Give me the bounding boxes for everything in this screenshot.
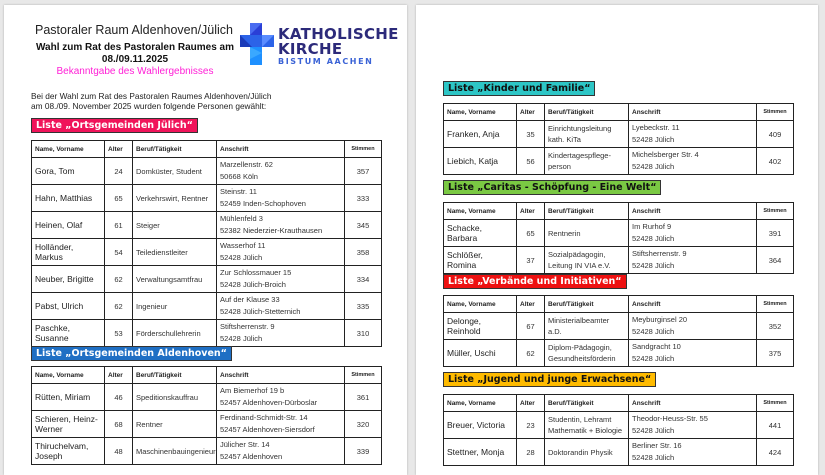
candidate-name: Heinen, Olaf: [32, 212, 105, 239]
address-street: Auf der Klause 33: [220, 295, 280, 304]
logo-line-1: KATHOLISCHE: [278, 25, 399, 43]
candidate-occupation: Einrichtungsleitung kath. KiTa: [545, 121, 629, 148]
address-city: 52459 Inden-Schophoven: [220, 199, 306, 208]
candidate-name: Schieren, Heinz-Werner: [32, 411, 105, 438]
table-header-row: [32, 367, 382, 384]
address-city: 52457 Aldenhoven-Siersdorf: [220, 425, 315, 434]
candidate-address: [629, 220, 757, 247]
candidate-name: Breuer, Victoria: [444, 412, 517, 439]
candidate-address: [217, 239, 345, 266]
address-street: Im Rurhof 9: [632, 222, 672, 231]
candidate-occupation: Teiledienstleiter: [133, 239, 217, 266]
candidate-occupation: Steiger: [133, 212, 217, 239]
candidate-age: 62: [105, 266, 133, 293]
candidate-age: 23: [517, 412, 545, 439]
candidate-occupation: Studentin, Lehramt Mathematik + Biologie: [545, 412, 629, 439]
announcement-text: Bekanntgabe des Wahlergebnisses: [56, 66, 214, 77]
candidate-address: [217, 438, 345, 465]
column-header-address: Anschrift: [629, 296, 757, 313]
candidate-address: [629, 412, 757, 439]
candidate-votes: 333: [345, 185, 382, 212]
candidate-occupation: Ingenieur: [133, 293, 217, 320]
address-city: 52457 Aldenhoven: [220, 452, 283, 461]
candidate-age: 65: [105, 185, 133, 212]
candidate-votes: 334: [345, 266, 382, 293]
address-street: Am Biemerhof 19 b: [220, 386, 285, 395]
table-row: [32, 411, 382, 438]
candidate-address: [629, 121, 757, 148]
address-city: 52428 Jülich-Stetternich: [220, 307, 301, 316]
candidate-name: Pabst, Ulrich: [32, 293, 105, 320]
column-header-address: Anschrift: [629, 395, 757, 412]
candidate-votes: 361: [345, 384, 382, 411]
table-header-row: [444, 395, 794, 412]
table-row: [32, 239, 382, 266]
column-header-address: Anschrift: [629, 104, 757, 121]
address-street: Sandgracht 10: [632, 342, 681, 351]
results-table-verbaende: [443, 295, 794, 367]
table-header-row: [444, 104, 794, 121]
address-street: Ferdinand-Schmidt-Str. 14: [220, 413, 308, 422]
candidate-votes: 339: [345, 438, 382, 465]
candidate-address: [629, 247, 757, 274]
candidate-age: 56: [517, 148, 545, 175]
candidate-age: 62: [517, 340, 545, 367]
candidate-votes: 320: [345, 411, 382, 438]
candidate-address: [217, 212, 345, 239]
candidate-votes: 424: [757, 439, 794, 466]
candidate-age: 62: [105, 293, 133, 320]
intro-line-1: Bei der Wahl zum Rat des Pastoralen Raumes Aldenhoven/Jülich: [31, 91, 272, 101]
table-row: [444, 340, 794, 367]
subtitle-line-2: 08./09.11.2025: [101, 54, 169, 65]
candidate-name: Hahn, Matthias: [32, 185, 105, 212]
list-label-ortsgemeinden-aldenhoven: Liste „Ortsgemeinden Aldenhoven“: [31, 346, 232, 361]
candidate-occupation: Verwaltungsamtfrau: [133, 266, 217, 293]
candidate-votes: 375: [757, 340, 794, 367]
column-header-name: Name, Vorname: [32, 367, 105, 384]
address-street: Theodor-Heuss-Str. 55: [632, 414, 708, 423]
candidate-name: Delonge, Reinhold: [444, 313, 517, 340]
column-header-name: Name, Vorname: [444, 203, 517, 220]
intro-line-2: am 08./09. November 2025 wurden folgende Personen gewählt:: [31, 101, 267, 111]
candidate-name: Schacke, Barbara: [444, 220, 517, 247]
table-row: [444, 439, 794, 466]
column-header-address: Anschrift: [217, 141, 345, 158]
katholische-kirche-logo: [240, 23, 399, 66]
table-row: [32, 266, 382, 293]
table-header-row: [444, 296, 794, 313]
column-header-job: Beruf/Tätigkeit: [133, 367, 217, 384]
candidate-votes: 391: [757, 220, 794, 247]
candidate-address: [629, 439, 757, 466]
candidate-occupation: Förderschullehrerin: [133, 320, 217, 347]
address-city: 52382 Niederzier-Krauthausen: [220, 226, 323, 235]
results-table-caritas: [443, 202, 794, 274]
column-header-job: Beruf/Tätigkeit: [545, 203, 629, 220]
candidate-occupation: Sozialpädagogin, Leitung IN VIA e.V.: [545, 247, 629, 274]
address-city: 50668 Köln: [220, 172, 258, 181]
address-city: 52428 Jülich: [632, 327, 675, 336]
candidate-occupation: Speditionskauffrau: [133, 384, 217, 411]
candidate-age: 61: [105, 212, 133, 239]
cross-logo-icon: [240, 23, 276, 65]
subtitle-line-1: Wahl zum Rat des Pastoralen Raumes am: [35, 42, 235, 53]
list-label-caritas: Liste „Caritas - Schöpfung - Eine Welt“: [443, 180, 661, 195]
candidate-address: [217, 185, 345, 212]
results-table-jugend: [443, 394, 794, 466]
table-row: [32, 185, 382, 212]
candidate-name: Müller, Uschi: [444, 340, 517, 367]
candidate-votes: 352: [757, 313, 794, 340]
candidate-name: Stettner, Monja: [444, 439, 517, 466]
candidate-occupation: Maschinenbauingenieur: [133, 438, 217, 465]
candidate-votes: 357: [345, 158, 382, 185]
address-city: 52428 Jülich: [632, 426, 675, 435]
address-city: 52428 Jülich: [632, 234, 675, 243]
address-city: 52428 Jülich: [632, 354, 675, 363]
candidate-occupation: Doktorandin Physik: [545, 439, 629, 466]
address-city: 52428 Jülich: [632, 453, 675, 462]
column-header-job: Beruf/Tätigkeit: [545, 104, 629, 121]
column-header-age: Alter: [517, 203, 545, 220]
column-header-name: Name, Vorname: [444, 104, 517, 121]
column-header-age: Alter: [105, 141, 133, 158]
candidate-age: 67: [517, 313, 545, 340]
table-row: [444, 247, 794, 274]
table-row: [32, 384, 382, 411]
column-header-votes: Stimmen: [345, 367, 382, 384]
candidate-name: Liebich, Katja: [444, 148, 517, 175]
column-header-job: Beruf/Tätigkeit: [133, 141, 217, 158]
address-street: Berliner Str. 16: [632, 441, 682, 450]
candidate-occupation: Domküster, Student: [133, 158, 217, 185]
logo-wordmark: [278, 27, 399, 57]
table-row: [32, 158, 382, 185]
candidate-age: 65: [517, 220, 545, 247]
list-label-verbaende: Liste „Verbände und Initiativen“: [443, 274, 627, 289]
table-row: [444, 148, 794, 175]
column-header-age: Alter: [517, 296, 545, 313]
column-header-name: Name, Vorname: [444, 296, 517, 313]
address-street: Zur Schlossmauer 15: [220, 268, 292, 277]
candidate-age: 46: [105, 384, 133, 411]
address-city: 52428 Jülich-Broich: [220, 280, 286, 289]
address-street: Stiftsherrenstr. 9: [220, 322, 275, 331]
logo-diocese: BISTUM AACHEN: [278, 57, 374, 66]
candidate-address: [217, 158, 345, 185]
table-row: [444, 220, 794, 247]
candidate-name: Paschke, Susanne: [32, 320, 105, 347]
candidate-age: 48: [105, 438, 133, 465]
candidate-name: Neuber, Brigitte: [32, 266, 105, 293]
candidate-occupation: Ministerialbeamter a.D.: [545, 313, 629, 340]
table-row: [444, 121, 794, 148]
candidate-votes: 345: [345, 212, 382, 239]
candidate-votes: 402: [757, 148, 794, 175]
candidate-address: [629, 148, 757, 175]
candidate-votes: 310: [345, 320, 382, 347]
candidate-address: [217, 320, 345, 347]
list-label-ortsgemeinden-julich: Liste „Ortsgemeinden Jülich“: [31, 118, 198, 133]
table-row: [32, 320, 382, 347]
column-header-job: Beruf/Tätigkeit: [545, 296, 629, 313]
candidate-age: 28: [517, 439, 545, 466]
address-street: Stiftsherrenstr. 9: [632, 249, 687, 258]
table-row: [444, 313, 794, 340]
intro-paragraph: [31, 91, 271, 111]
address-street: Mühlenfeld 3: [220, 214, 263, 223]
candidate-name: Rütten, Miriam: [32, 384, 105, 411]
address-street: Wasserhof 11: [220, 241, 266, 250]
column-header-address: Anschrift: [217, 367, 345, 384]
candidate-address: [217, 266, 345, 293]
candidate-age: 24: [105, 158, 133, 185]
candidate-occupation: Kindertagespflege-person: [545, 148, 629, 175]
address-street: Lyebeckstr. 11: [632, 123, 680, 132]
candidate-votes: 364: [757, 247, 794, 274]
column-header-name: Name, Vorname: [444, 395, 517, 412]
candidate-name: Holländer, Markus: [32, 239, 105, 266]
table-row: [32, 293, 382, 320]
column-header-votes: Stimmen: [345, 141, 382, 158]
column-header-age: Alter: [517, 104, 545, 121]
column-header-votes: Stimmen: [757, 395, 794, 412]
candidate-occupation: Rentnerin: [545, 220, 629, 247]
table-header-row: [32, 141, 382, 158]
address-city: 52428 Jülich: [220, 334, 263, 343]
results-table-kinder: [443, 103, 794, 175]
address-city: 52428 Jülich: [632, 261, 675, 270]
results-table-julich: [31, 140, 382, 347]
candidate-age: 37: [517, 247, 545, 274]
candidate-votes: 409: [757, 121, 794, 148]
candidate-occupation: Diplom-Pädagogin, Gesundheitsförderin: [545, 340, 629, 367]
candidate-votes: 358: [345, 239, 382, 266]
address-street: Marzellenstr. 62: [220, 160, 273, 169]
results-table-aldenhoven: [31, 366, 382, 465]
column-header-age: Alter: [105, 367, 133, 384]
column-header-address: Anschrift: [629, 203, 757, 220]
candidate-name: Gora, Tom: [32, 158, 105, 185]
candidate-votes: 441: [757, 412, 794, 439]
table-row: [444, 412, 794, 439]
candidate-address: [629, 313, 757, 340]
list-label-kinder-familie: Liste „Kinder und Familie“: [443, 81, 595, 96]
address-city: 52428 Jülich: [632, 135, 675, 144]
column-header-votes: Stimmen: [757, 296, 794, 313]
candidate-address: [629, 340, 757, 367]
column-header-name: Name, Vorname: [32, 141, 105, 158]
column-header-votes: Stimmen: [757, 104, 794, 121]
page-title: Pastoraler Raum Aldenhoven/Jülich: [34, 23, 234, 37]
column-header-votes: Stimmen: [757, 203, 794, 220]
list-label-jugend: Liste „Jugend und junge Erwachsene“: [443, 372, 656, 387]
candidate-name: Thiruchelvam, Joseph: [32, 438, 105, 465]
candidate-age: 35: [517, 121, 545, 148]
candidate-address: [217, 384, 345, 411]
table-header-row: [444, 203, 794, 220]
table-row: [32, 438, 382, 465]
candidate-age: 53: [105, 320, 133, 347]
candidate-votes: 335: [345, 293, 382, 320]
candidate-name: Schlößer, Romina: [444, 247, 517, 274]
candidate-occupation: Verkehrswirt, Rentner: [133, 185, 217, 212]
candidate-age: 54: [105, 239, 133, 266]
candidate-address: [217, 411, 345, 438]
candidate-name: Franken, Anja: [444, 121, 517, 148]
address-street: Michelsberger Str. 4: [632, 150, 699, 159]
logo-line-2: KIRCHE: [278, 40, 343, 58]
address-street: Steinstr. 11: [220, 187, 257, 196]
document-page-2: [416, 5, 818, 475]
candidate-occupation: Rentner: [133, 411, 217, 438]
address-city: 52428 Jülich: [220, 253, 263, 262]
address-street: Jülicher Str. 14: [220, 440, 270, 449]
column-header-age: Alter: [517, 395, 545, 412]
column-header-job: Beruf/Tätigkeit: [545, 395, 629, 412]
document-page-1: [4, 5, 407, 475]
address-city: 52428 Jülich: [632, 162, 675, 171]
candidate-age: 68: [105, 411, 133, 438]
address-city: 52457 Aldenhoven-Dürboslar: [220, 398, 318, 407]
table-row: [32, 212, 382, 239]
candidate-address: [217, 293, 345, 320]
election-subtitle: [30, 42, 240, 66]
address-street: Meyburginsel 20: [632, 315, 688, 324]
